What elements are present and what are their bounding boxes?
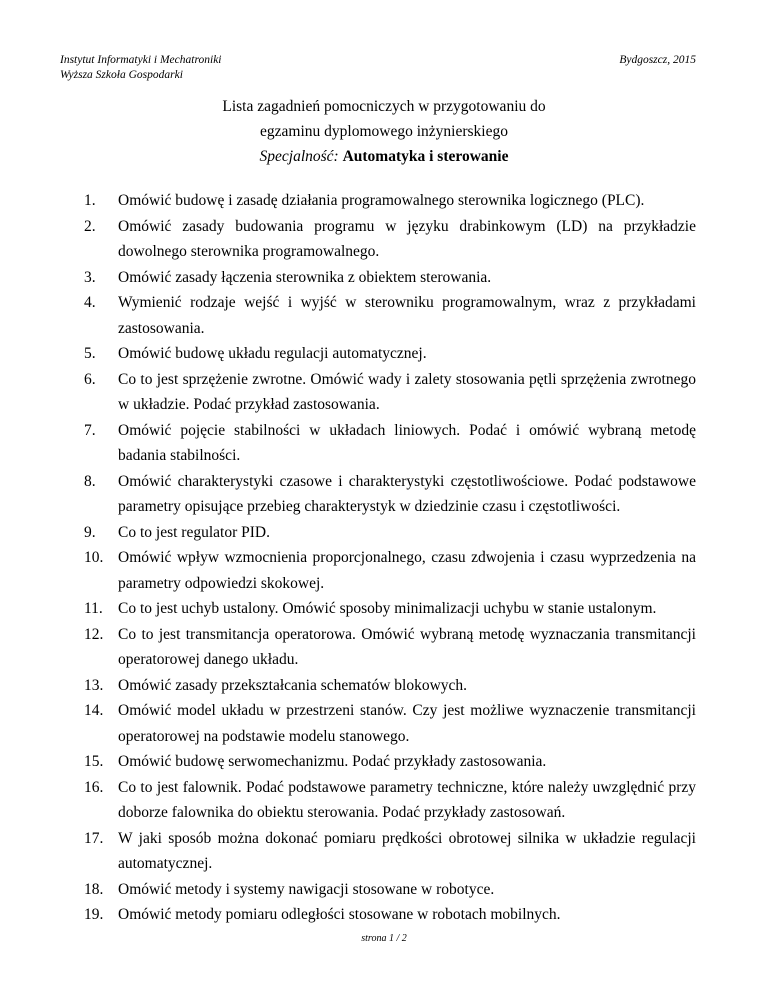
list-item-text: Omówić budowę i zasadę działania programowalnego sterownika logicznego (PLC).: [118, 192, 645, 209]
list-item-text: Omówić zasady łączenia sterownika z obiektem sterowania.: [118, 268, 492, 286]
list-item-text: Omówić wpływ wzmocnienia proporcjonalnego, czasu zdwojenia i czasu wyprzedzenia na parametry odpowiedzi skokowej.: [118, 549, 696, 592]
list-item-number: 11.: [84, 600, 103, 617]
list-item: [84, 418, 696, 469]
list-item-text: Omówić metody i systemy nawigacji stosowane w robotyce.: [118, 880, 495, 898]
list-item-number: 9.: [84, 523, 96, 541]
list-item-number: 14.: [84, 702, 104, 719]
list-item-number: 19.: [84, 906, 104, 923]
list-item-text: Omówić metody pomiaru odległości stosowane w robotach mobilnych.: [118, 906, 561, 923]
list-item: [84, 265, 696, 291]
institute-name: Instytut Informatyki i Mechatroniki: [60, 54, 222, 66]
list-item-number: 17.: [84, 829, 104, 847]
list-item-number: 12.: [84, 625, 104, 643]
list-item: [84, 290, 696, 341]
list-item-text: Wymienić rodzaje wejść i wyjść w sterowniku programowalnym, wraz z przykładami zastosowania.: [118, 294, 696, 337]
list-item: [84, 826, 696, 877]
list-item-text: Co to jest transmitancja operatorowa. Omówić wybraną metodę wyznaczania transmitancji operatorowej danego układu.: [118, 625, 696, 668]
list-item-number: 7.: [84, 421, 96, 439]
title-line-2: egzaminu dyplomowego inżynierskiego: [260, 123, 508, 140]
list-item-text: Omówić budowę układu regulacji automatycznej.: [118, 345, 427, 362]
list-item: [84, 214, 696, 265]
list-item: [84, 698, 696, 749]
list-item-text: Omówić model układu w przestrzeni stanów. Czy jest możliwe wyznaczenie transmitancji operatorowej na podstawie modelu stanowego.: [118, 702, 696, 745]
list-item: [84, 749, 696, 775]
list-item-number: 4.: [84, 294, 96, 311]
page-number: strona 1 / 2: [361, 933, 407, 944]
list-item-number: 18.: [84, 880, 104, 898]
list-item-number: 15.: [84, 753, 104, 770]
school-name: Wyższa Szkoła Gospodarki: [60, 69, 183, 81]
list-item: [84, 902, 696, 928]
list-item: [84, 545, 696, 596]
title-line-1: Lista zagadnień pomocniczych w przygotowaniu do: [222, 98, 546, 115]
list-item-number: 5.: [84, 345, 96, 362]
list-item-number: 16.: [84, 778, 104, 796]
list-item: [84, 673, 696, 699]
question-list: [84, 188, 696, 928]
list-item-number: 13.: [84, 676, 104, 694]
list-item: [84, 367, 696, 418]
list-item-text: Omówić zasady budowania programu w języku drabinkowym (LD) na przykładzie dowolnego sterownika programowalnego.: [118, 217, 696, 260]
list-item: [84, 877, 696, 903]
list-item-number: 3.: [84, 268, 96, 286]
list-item-number: 8.: [84, 472, 96, 490]
document-title: [0, 94, 768, 169]
list-item-text: Co to jest uchyb ustalony. Omówić sposoby minimalizacji uchybu w stanie ustalonym.: [118, 600, 657, 617]
list-item-number: 6.: [84, 370, 96, 388]
list-item-number: 2.: [84, 217, 96, 235]
list-item-text: Omówić pojęcie stabilności w układach liniowych. Podać i omówić wybraną metodę badania stabilności.: [118, 421, 696, 464]
list-item-number: 1.: [84, 192, 96, 209]
specialization-line: [0, 144, 768, 169]
header-institute: [60, 53, 222, 83]
list-item: [84, 341, 696, 367]
list-item: [84, 520, 696, 546]
list-item-text: Co to jest sprzężenie zwrotne. Omówić wady i zalety stosowania pętli sprzężenia zwrotnego w układzie. Podać przykład zastosowania.: [118, 370, 696, 413]
header-place-date: Bydgoszcz, 2015: [619, 54, 696, 66]
list-item: [84, 622, 696, 673]
list-item: [84, 596, 696, 622]
list-item: [84, 469, 696, 520]
list-item-text: Omówić charakterystyki czasowe i charakterystyki częstotliwościowe. Podać podstawowe parametry opisujące przebieg charakterystyk w dziedzinie czasu i częstotliwości.: [118, 472, 696, 515]
list-item: [84, 188, 696, 214]
list-item-text: Co to jest falownik. Podać podstawowe parametry techniczne, które należy uwzględnić przy doborze falownika do obiektu sterowania. Podać przykłady zastosowań.: [118, 778, 696, 821]
specialization-label: Specjalność:: [259, 148, 339, 165]
specialization-value: Automatyka i sterowanie: [342, 148, 509, 165]
list-item-text: Co to jest regulator PID.: [118, 523, 270, 541]
list-item-text: Omówić budowę serwomechanizmu. Podać przykłady zastosowania.: [118, 753, 547, 770]
list-item-text: W jaki sposób można dokonać pomiaru prędkości obrotowej silnika w układzie regulacji automatycznej.: [118, 829, 696, 872]
list-item-text: Omówić zasady przekształcania schematów blokowych.: [118, 676, 468, 694]
list-item: [84, 775, 696, 826]
list-item-number: 10.: [84, 549, 104, 566]
